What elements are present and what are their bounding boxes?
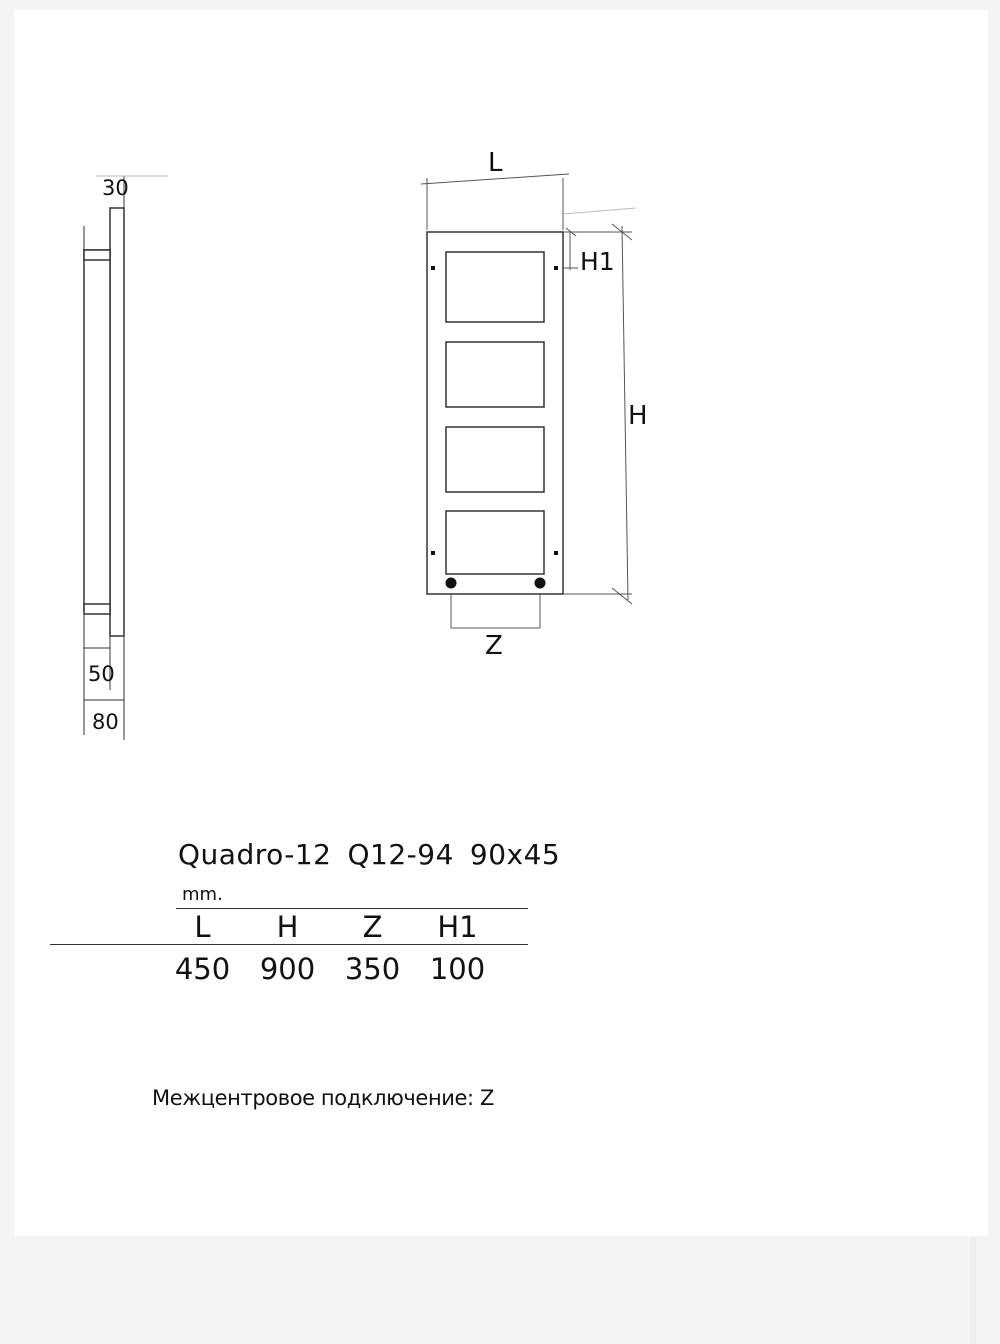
spec-header-Z: Z bbox=[362, 910, 383, 944]
unit-label: mm. bbox=[182, 884, 223, 905]
spec-header-H1: H1 bbox=[437, 910, 478, 944]
model-code: Q12-94 bbox=[347, 838, 454, 871]
spec-header-row bbox=[160, 910, 500, 944]
table-rule-bottom bbox=[50, 944, 528, 945]
spec-header-H: H bbox=[276, 910, 299, 944]
front-view bbox=[427, 232, 563, 594]
spec-value-H1: 100 bbox=[429, 952, 486, 986]
dim-L bbox=[421, 174, 636, 230]
dim-H bbox=[563, 224, 632, 604]
side-view-panel bbox=[110, 208, 124, 636]
model-size: 90x45 bbox=[469, 838, 561, 871]
side-dim-top-label: 30 bbox=[102, 176, 129, 200]
spec-values-row bbox=[160, 952, 500, 986]
spec-value-L: 450 bbox=[174, 952, 231, 986]
table-rule-top bbox=[176, 908, 528, 909]
connection-note: Межцентровое подключение: Z bbox=[152, 1086, 494, 1110]
side-view-collector bbox=[84, 250, 110, 610]
side-view-bracket-bottom bbox=[84, 604, 110, 614]
side-view-bracket-top bbox=[84, 250, 110, 260]
scan-edge bbox=[970, 1238, 976, 1344]
spec-value-H: 900 bbox=[259, 952, 316, 986]
dim-Z bbox=[451, 594, 540, 628]
spec-header-L: L bbox=[194, 910, 211, 944]
dim-H1-label: H1 bbox=[580, 247, 615, 276]
side-dim-bottom-label-2: 80 bbox=[92, 710, 119, 734]
model-name: Quadro-12 bbox=[178, 838, 332, 871]
dim-Z-label: Z bbox=[485, 631, 503, 661]
dim-H1 bbox=[563, 228, 578, 270]
dim-L-label: L bbox=[488, 148, 503, 178]
dim-H-label: H bbox=[628, 401, 648, 431]
spec-value-Z: 350 bbox=[344, 952, 401, 986]
model-title bbox=[178, 838, 576, 871]
front-view-frame bbox=[427, 232, 563, 594]
side-view bbox=[84, 176, 168, 740]
side-dim-bottom-label-1: 50 bbox=[88, 662, 115, 686]
